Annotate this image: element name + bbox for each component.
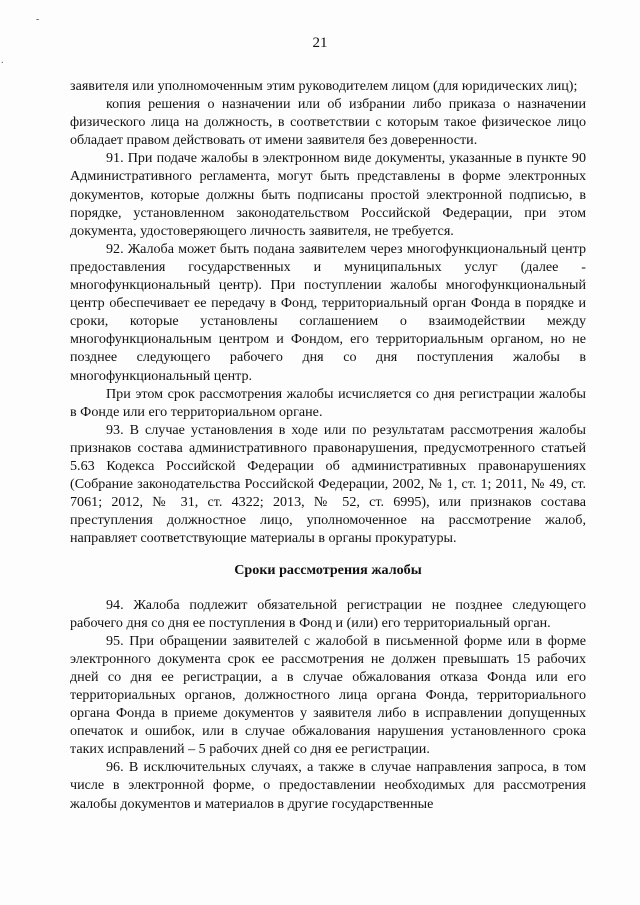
page-number: 21 (312, 35, 328, 51)
paragraph-91: 91. При подаче жалобы в электронном виде документы, указанные в пункте 90 Административного регламента, могут быть представлены в форме электронных документов, которые должны быть подписаны простой электронной подписью, в порядке, установленном законодательством Российской Федерации, при этом документа, удостоверяющего личность заявителя, не требуется. (70, 150, 586, 239)
paragraph-copy-of-decision: копия решения о назначении или об избрании либо приказа о назначении физического лица на должность, в соответствии с которым такое физическое лицо обладает правом действовать от имени заявителя без доверенности. (70, 96, 586, 149)
paragraph-94: 94. Жалоба подлежит обязательной регистрации не позднее следующего рабочего дня со дня ее поступления в Фонд и (или) его территориальный орган. (70, 596, 586, 631)
scan-mark-top: - (36, 14, 40, 25)
document-body (70, 77, 586, 813)
paragraph-continuation: заявителя или уполномоченным этим руководителем лицом (для юридических лиц); (70, 78, 578, 94)
paragraph-93: 93. В случае установления в ходе или по результатам рассмотрения жалобы признаков состава административного правонарушения, предусмотренного статьей 5.63 Кодекса Российской Федерации об административных правонарушениях (Собрание законодательства Российской Федерации, 2002, № 1, ст. 1; 2011, № 49, ст. 7061; 2012, № 31, ст. 4322; 2013, № 52, ст. 6995), или признаков состава преступления должностное лицо, уполномоченное на рассмотрение жалоб, направляет соответствующие материалы в органы прокуратуры. (70, 421, 586, 547)
section-heading: Сроки рассмотрения жалобы (234, 562, 422, 579)
paragraph-92-term: При этом срок рассмотрения жалобы исчисляется со дня регистрации жалобы в Фонде или его территориальном органе. (70, 385, 586, 420)
paragraph-96: 96. В исключительных случаях, а также в случае направления запроса, в том числе в электронной форме, о предоставлении необходимых для рассмотрения жалобы документов и материалов в другие государственные (70, 759, 586, 812)
paragraph-92: 92. Жалоба может быть подана заявителем через многофункциональный центр предоставления государственных и муниципальных услуг (далее - многофункциональный центр). При поступлении жалобы многофункциональный центр обеспечивает ее передачу в Фонд, территориальный орган Фонда в порядке и сроки, которые установлены соглашением о взаимодействии между многофункциональным центром и Фондом, его территориальным органом, но не позднее следующего рабочего дня со дня поступления жалобы в многофункциональный центр. (70, 240, 586, 384)
scan-mark-left: . (1, 55, 4, 66)
paragraph-95: 95. При обращении заявителей с жалобой в письменной форме или в форме электронного документа срок ее рассмотрения не должен превышать 15 рабочих дней со дня ее регистрации, а в случае обжалования отказа Фонда или его территориальных органов, должностного лица органа Фонда, территориального органа Фонда в приеме документов у заявителя либо в исправлении допущенных опечаток и ошибок, или в случае обжалования нарушения установленного срока таких исправлений – 5 рабочих дней со дня ее регистрации. (70, 632, 586, 758)
